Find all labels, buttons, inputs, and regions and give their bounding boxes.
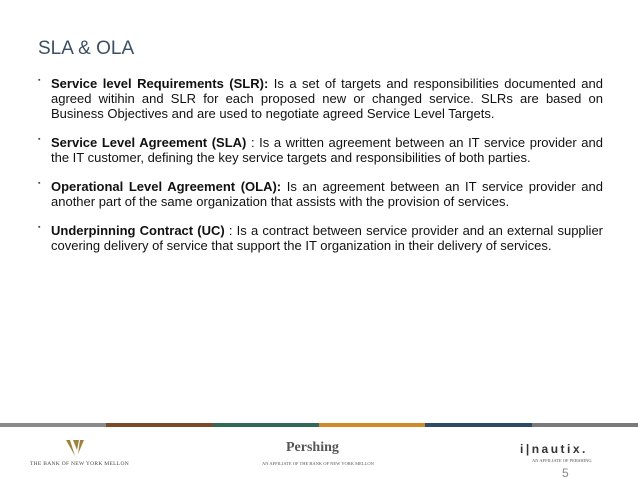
bny-mellon-name: THE BANK OF NEW YORK MELLON <box>30 461 129 467</box>
bullet-slr <box>38 76 603 121</box>
pershing-name: Pershing <box>286 440 339 455</box>
bullet-text: Is an agreement between an IT service provider and another part of the same organization that assists with the provision of services. <box>51 179 603 209</box>
footer-rule-segment <box>0 423 106 427</box>
bny-mellon-logo <box>30 438 180 470</box>
footer-rule-segment <box>106 423 212 427</box>
footer-color-rule <box>0 423 638 427</box>
inautix-tagline: AN AFFILIATE OF PERSHING <box>532 458 592 463</box>
bullet-text: : Is a written agreement between an IT service provider and the IT customer, defining the key service targets and responsibilities of both parties. <box>51 135 603 165</box>
slide-title: SLA & OLA <box>38 38 135 59</box>
bullet-term: Service level Requirements (SLR): <box>51 76 269 91</box>
bullet-ola <box>38 179 603 209</box>
bullet-marker-icon: ▪ <box>38 224 41 231</box>
bullet-term: Service Level Agreement (SLA) <box>51 135 247 150</box>
inautix-name: i|nautix. <box>520 442 588 456</box>
pershing-tagline: AN AFFILIATE OF THE BANK OF NEW YORK MELLON <box>262 461 374 466</box>
bullet-uc <box>38 223 603 253</box>
bullet-text: Is a set of targets and responsibilities documented and agreed witihin and SLR for each proposed new or changed service. SLRs are based on Business Objectives and are used to negotiate agreed Service Level Targets. <box>51 76 603 121</box>
bullet-text: : Is a contract between service provider and an external supplier covering delivery of service that support the IT organization in their delivery of services. <box>51 223 603 253</box>
bullet-marker-icon: ▪ <box>38 77 41 84</box>
footer-rule-segment <box>425 423 531 427</box>
bullet-term: Operational Level Agreement (OLA): <box>51 179 282 194</box>
bullet-marker-icon: ▪ <box>38 180 41 187</box>
bullet-sla <box>38 135 603 165</box>
page-number: 5 <box>562 466 569 479</box>
bny-mellon-mark-icon <box>64 438 86 458</box>
bullet-marker-icon: ▪ <box>38 136 41 143</box>
footer-rule-segment <box>319 423 425 427</box>
footer-rule-segment <box>213 423 319 427</box>
bullet-term: Underpinning Contract (UC) <box>51 223 225 238</box>
pershing-logo <box>262 438 382 470</box>
inautix-logo <box>520 442 620 472</box>
bullet-list <box>38 76 603 267</box>
footer-rule-segment <box>532 423 638 427</box>
footer <box>0 432 638 479</box>
